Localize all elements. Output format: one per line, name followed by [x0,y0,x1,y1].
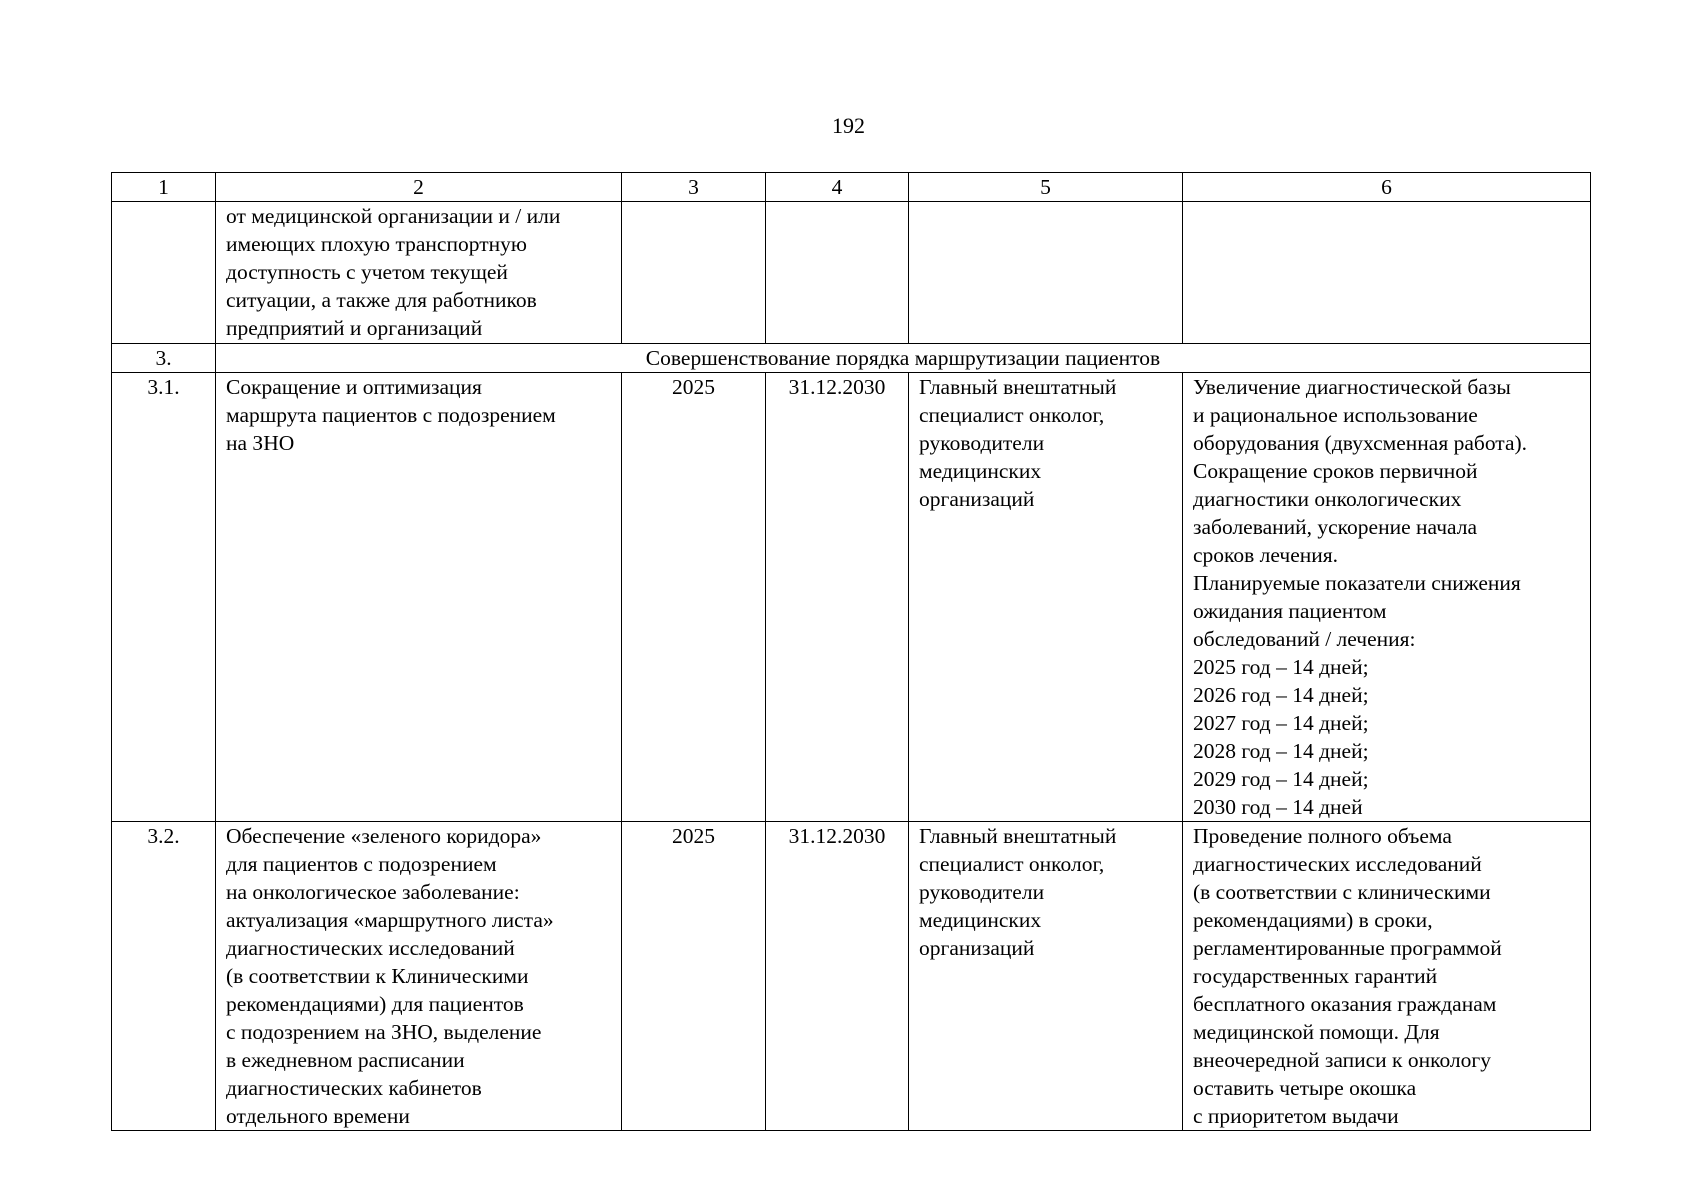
row-number: 3.2. [112,822,216,1131]
start-year-cell: 2025 [622,373,766,822]
result-cell: Увеличение диагностической базы и рациональное использование оборудования (двухсменная работа). Сокращение сроков первичной диагностики онкологических заболеваний, ускорение начала сроков лечения. Планируемые показатели снижения ожидания пациентом обследований / лечения: 2025 год – 14 дней; 2026 год – 14 дней; 2027 год – 14 дней; 2028 год – 14 дней; 2029 год – 14 дней; 2030 год – 14 дней [1183,373,1591,822]
column-header: 4 [766,173,909,202]
column-number-header-row [112,173,1591,202]
activity-cell: Сокращение и оптимизация маршрута пациентов с подозрением на ЗНО [216,373,622,822]
result-cell: Проведение полного объема диагностических исследований (в соответствии с клиническими рекомендациями) в сроки, регламентированные программой государственных гарантий бесплатного оказания гражданам медицинской помощи. Для внеочередной записи к онкологу оставить четыре окошка с приоритетом выдачи [1183,822,1591,1131]
responsible-cell: Главный внештатный специалист онколог, руководители медицинских организаций [909,822,1183,1131]
result-cell [1183,202,1591,344]
column-header: 2 [216,173,622,202]
activity-cell: от медицинской организации и / или имеющих плохую транспортную доступность с учетом текущей ситуации, а также для работников предприятий и организаций [216,202,622,344]
start-year-cell [622,202,766,344]
column-header: 3 [622,173,766,202]
continuation-row [112,202,1591,344]
row-number: 3.1. [112,373,216,822]
activity-cell: Обеспечение «зеленого коридора» для пациентов с подозрением на онкологическое заболевание: актуализация «маршрутного листа» диагностических исследований (в соответствии к Клиническими рекомендациями) для пациентов с подозрением на ЗНО, выделение в ежедневном расписании диагностических кабинетов отдельного времени [216,822,622,1131]
end-date-cell: 31.12.2030 [766,373,909,822]
table-row [112,822,1591,1131]
end-date-cell [766,202,909,344]
activities-table [111,172,1591,1131]
column-header: 1 [112,173,216,202]
end-date-cell: 31.12.2030 [766,822,909,1131]
section-number: 3. [112,344,216,373]
page-number: 192 [832,113,865,138]
column-header: 5 [909,173,1183,202]
responsible-cell [909,202,1183,344]
section-row [112,344,1591,373]
start-year-cell: 2025 [622,822,766,1131]
section-title: Совершенствование порядка маршрутизации пациентов [216,344,1591,373]
responsible-cell: Главный внештатный специалист онколог, руководители медицинских организаций [909,373,1183,822]
column-header: 6 [1183,173,1591,202]
table-row [112,373,1591,822]
row-number [112,202,216,344]
